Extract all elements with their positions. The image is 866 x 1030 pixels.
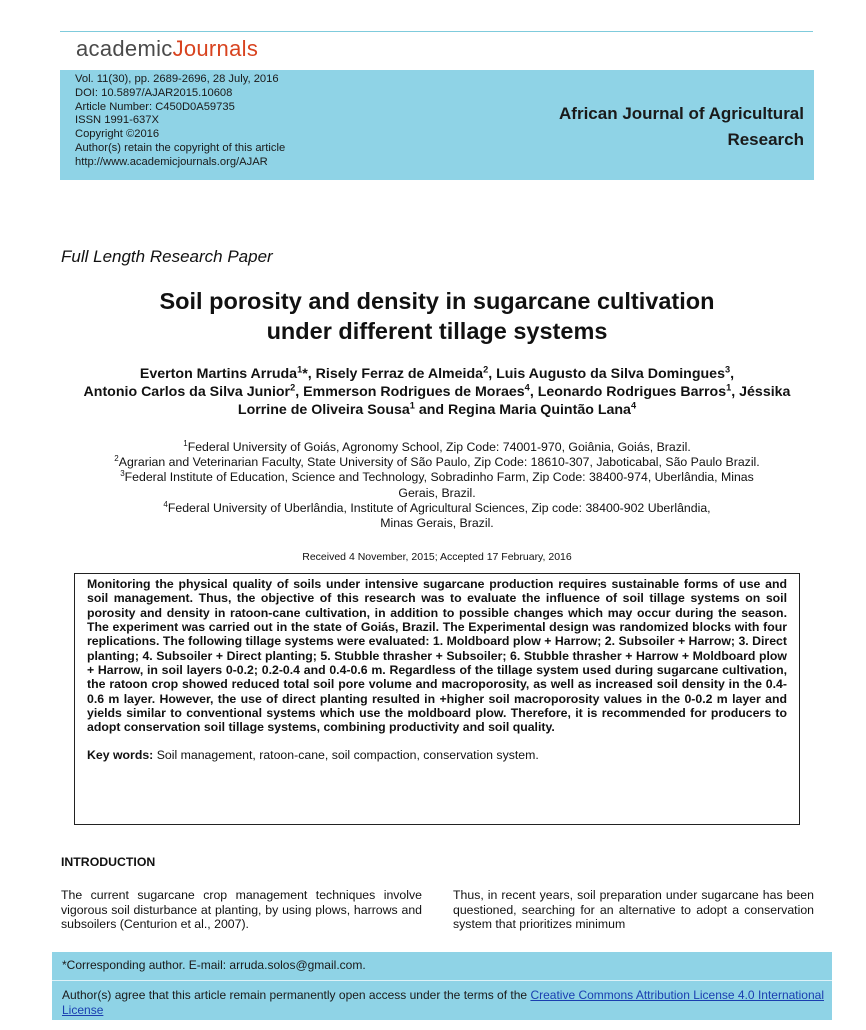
author-list: Everton Martins Arruda$^1$*, Risely Ferraz de Almeida$^2$, Luis Augusto da Silva Domingues$^3$, Antonio Carlos da Silva Junior$^2$, Emmerson Rodrigues de Moraes$^4$, Leonardo Rodrigues Barros$^1$, Jéssika Lorrine de Oliveira Sousa$^1$ and Regina Maria Quintão Lana$^4$ bbox=[83, 364, 791, 418]
footer-box bbox=[52, 952, 832, 1020]
body-column-left: The current sugarcane crop management techniques involve vigorous soil disturbance at planting, by using plows, harrows and subsoilers (Centurion et al., 2007). bbox=[61, 888, 422, 932]
journal-name: African Journal of Agricultural Research bbox=[559, 104, 804, 149]
meta-copyright: Copyright ©2016 bbox=[75, 128, 160, 141]
received-dates: Received 4 November, 2015; Accepted 17 February, 2016 bbox=[302, 551, 572, 563]
license-notice: Author(s) agree that this article remain permanently open access under the terms of the Creative Commons Attribution License 4.0 International License bbox=[62, 988, 824, 1017]
abstract-text: Monitoring the physical quality of soils under intensive sugarcane production requires sustainable forms of use and soil management. Thus, the objective of this research was to evaluate the influence of soil tillage systems on soil porosity and density in ratoon-cane cultivation, in addition to possible changes which may occur during the season. The experiment was carried out in the state of Goiás, Brazil. The Experimental design was randomized blocks with four replications. The following tillage systems were evaluated: 1. Moldboard plow + Harrow; 2. Subsoiler + Harrow; 3. Direct planting; 4. Subsoiler + Direct planting; 5. Stubble thrasher + Subsoiler; 6. Stubble thrasher + Harrow + Moldboard plow + Harrow, in soil layers 0-0.2; 0.2-0.4 and 0.4-0.6 m. Regardless of the tillage system used during sugarcane cultivation, the ratoon crop showed reduced total soil pore volume and macroporosity, as well as increased soil density in the 0.4-0.6 m layer. However, the use of direct planting resulted in +higher soil macroporosity values in the 0-0.2 m layer and yields similar to conventional systems which use the moldboard plow. Therefore, it is recommended for producers to adopt conservation soil tillage systems, combining productivity and soil quality. bbox=[87, 577, 787, 735]
paper-type: Full Length Research Paper bbox=[61, 247, 273, 266]
license-link[interactable]: Creative Commons Attribution License 4.0 International License bbox=[62, 988, 824, 1017]
meta-doi: DOI: 10.5897/AJAR2015.10608 bbox=[75, 86, 233, 99]
footer-divider bbox=[52, 980, 832, 981]
keywords: Key words: Soil management, ratoon-cane, soil compaction, conservation system. bbox=[87, 747, 539, 762]
header-rule bbox=[60, 31, 813, 32]
meta-issn: ISSN 1991-637X bbox=[75, 114, 159, 127]
meta-rights: Author(s) retain the copyright of this article bbox=[75, 141, 286, 154]
article-info-box bbox=[60, 70, 814, 180]
paper-title: Soil porosity and density in sugarcane cultivation under different tillage systems bbox=[159, 288, 715, 344]
affiliation-4: $^4$Federal University of Uberlândia, Institute of Agricultural Sciences, Zip code: 38400-902 Uberlândia, Minas Gerais, Brazil. bbox=[163, 499, 711, 531]
meta-article-number: Article Number: C450D0A59735 bbox=[75, 100, 235, 113]
introduction-heading: INTRODUCTION bbox=[61, 855, 156, 869]
publisher-logo: academicJournals bbox=[76, 36, 259, 61]
meta-url[interactable]: http://www.academicjournals.org/AJAR bbox=[75, 155, 268, 168]
body-column-right: Thus, in recent years, soil preparation under sugarcane has been questioned, searching for an alternative to adopt a conservation system that prioritizes minimum bbox=[453, 888, 814, 932]
abstract-box bbox=[74, 573, 800, 825]
affiliations bbox=[60, 440, 814, 531]
affiliation-1: $^1$Federal University of Goiás, Agronomy School, Zip Code: 74001-970, Goiânia, Goiás, Brazil. bbox=[183, 438, 691, 454]
meta-volume: Vol. 11(30), pp. 2689-2696, 28 July, 2016 bbox=[75, 73, 279, 85]
article-metadata bbox=[75, 73, 285, 170]
affiliation-2: $^2$Agrarian and Veterinarian Faculty, State University of São Paulo, Zip Code: 18610-307, Jaboticabal, São Paulo Brazil. bbox=[114, 454, 760, 470]
affiliation-3: $^3$Federal Institute of Education, Science and Technology, Sobradinho Farm, Zip Code: 38400-974, Uberlândia, Minas Gerais, Brazil. bbox=[120, 469, 754, 500]
corresponding-author: *Corresponding author. E-mail: arruda.solos@gmail.com. bbox=[62, 958, 366, 972]
